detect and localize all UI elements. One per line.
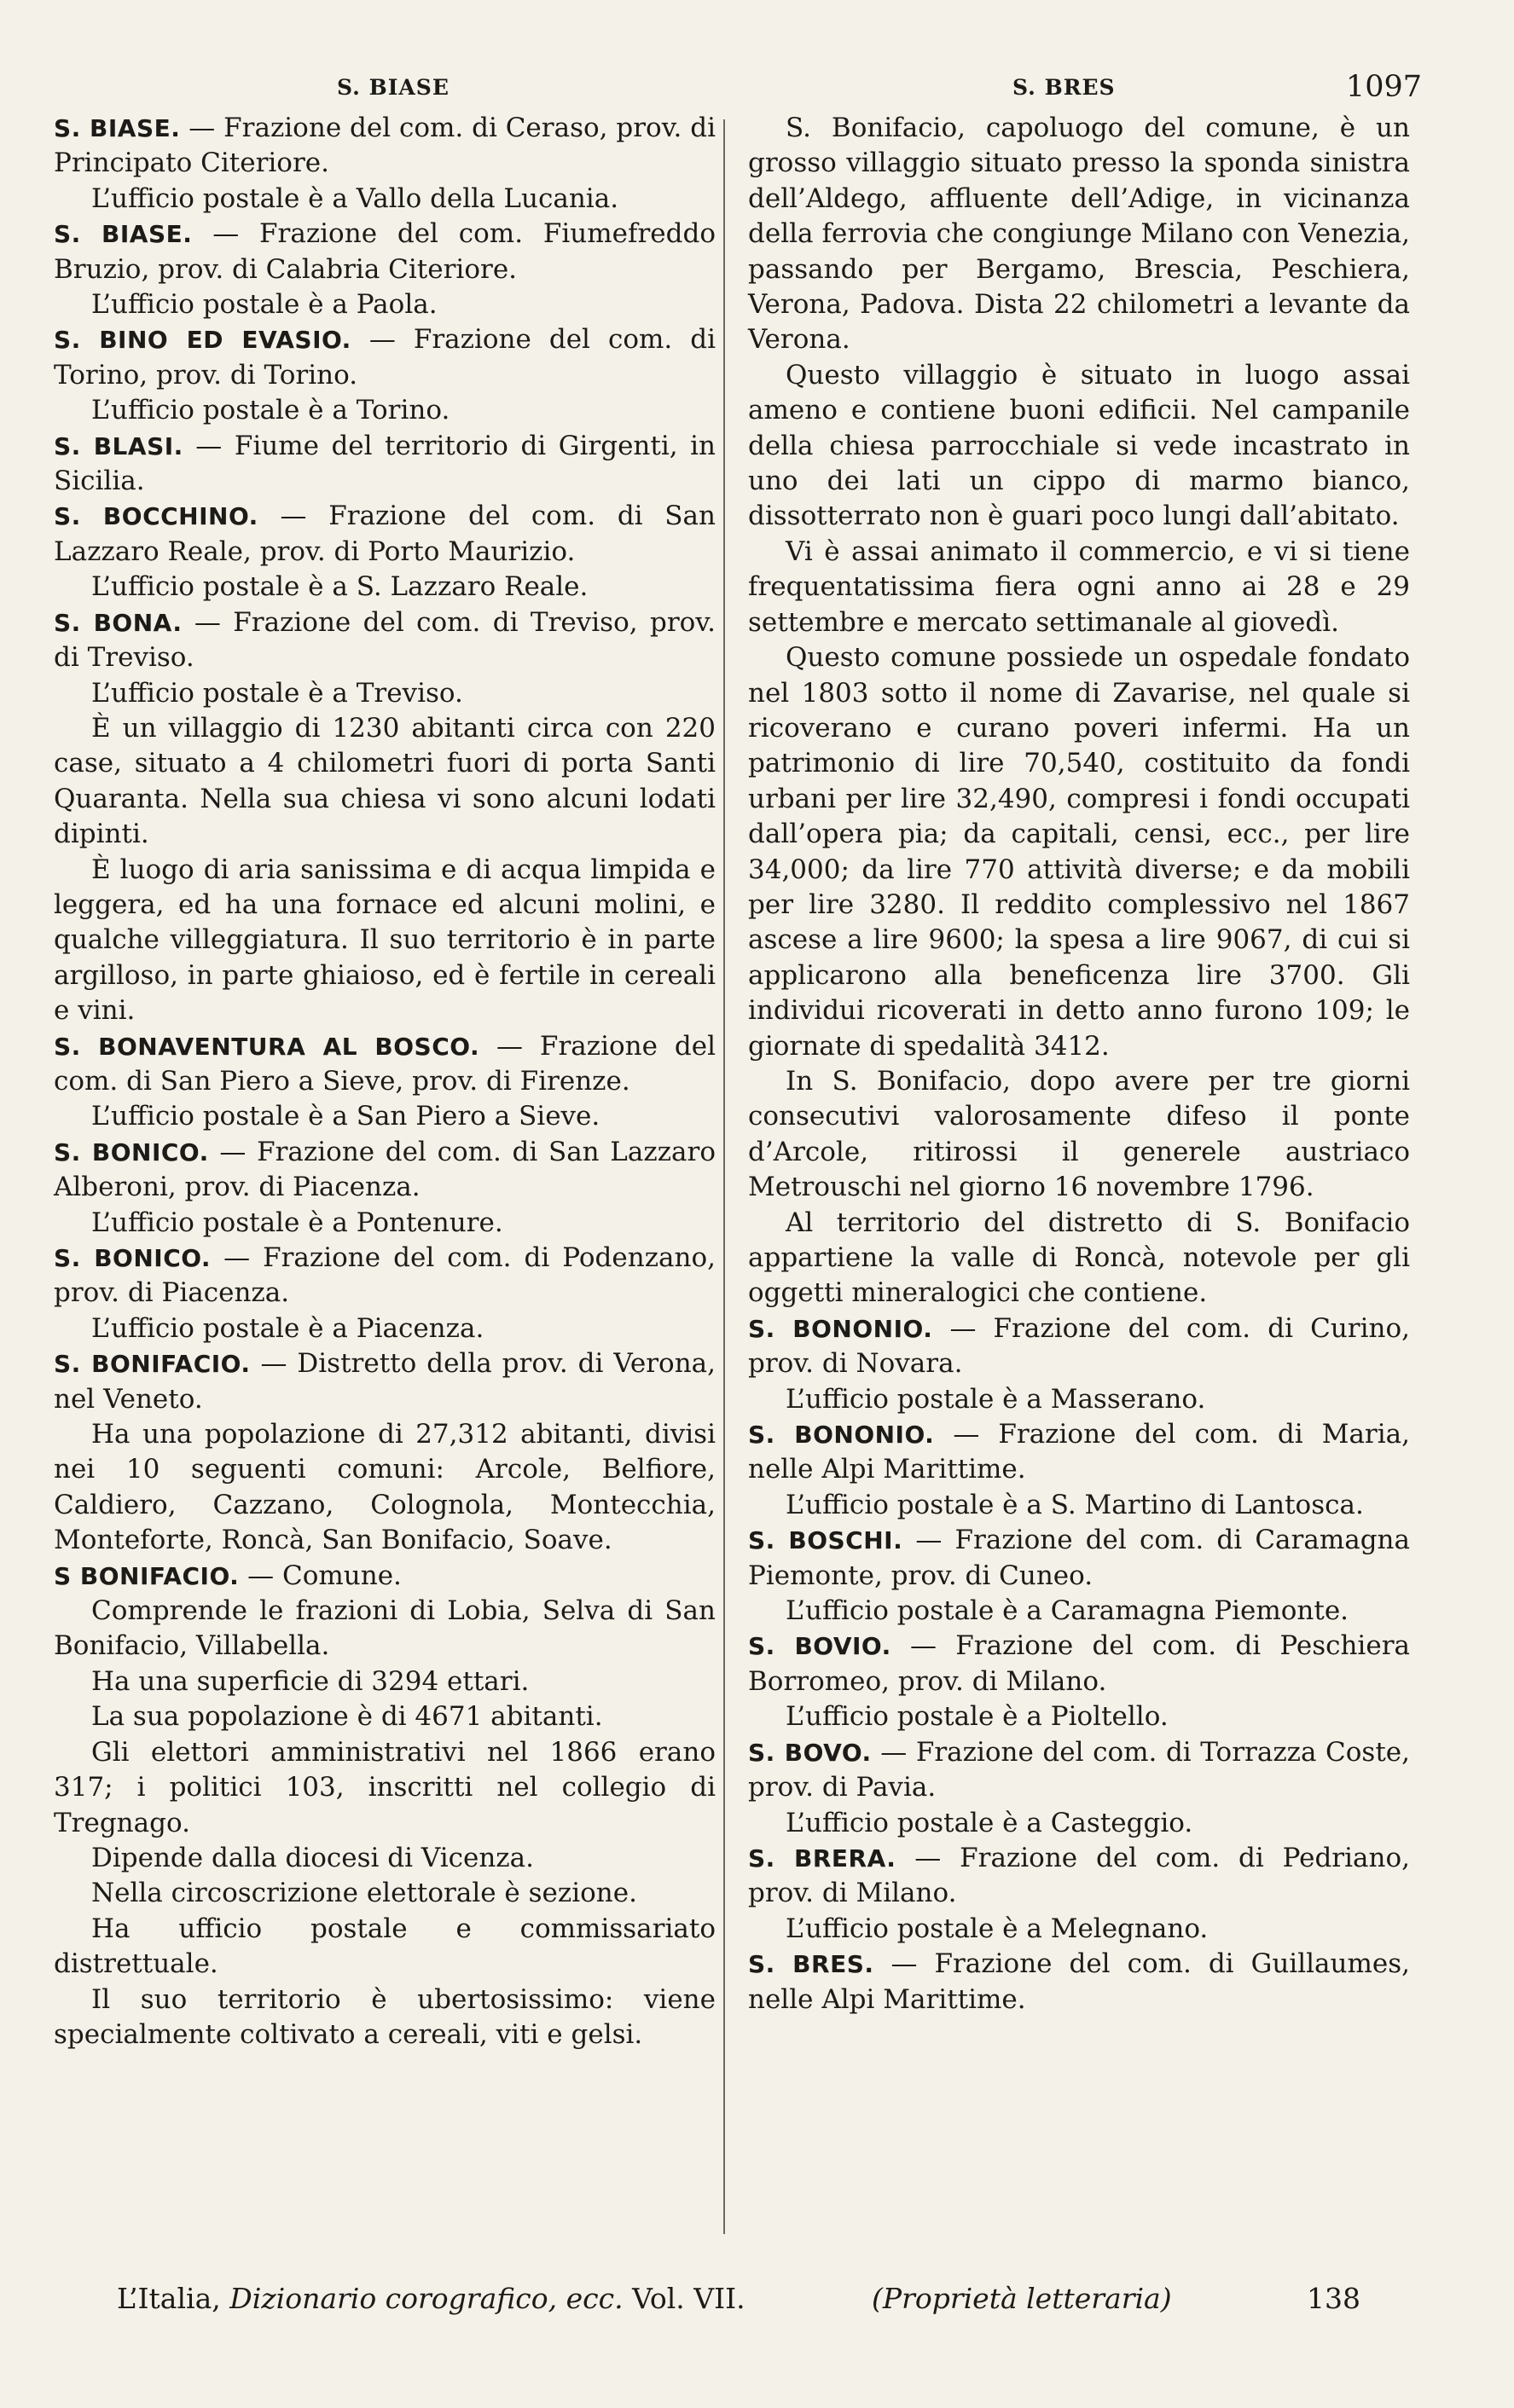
entry-text: La sua popolazione è di 4671 abitanti. bbox=[91, 1701, 603, 1733]
entry-paragraph bbox=[54, 1841, 716, 1876]
entry-text: — Frazione del com. di Pedriano, prov. di Milano. bbox=[748, 1842, 1410, 1909]
entry-headword: S. BONICO. bbox=[54, 1244, 212, 1272]
entry-text: — Frazione del com. di Podenzano, prov. di Piacenza. bbox=[54, 1242, 716, 1309]
entry-text: L’ufficio postale è a Treviso. bbox=[91, 677, 463, 709]
running-head-left: S. BIASE bbox=[337, 75, 450, 100]
dictionary-entry bbox=[748, 1311, 1410, 1382]
entry-paragraph bbox=[748, 111, 1410, 358]
entry-paragraph bbox=[54, 1099, 716, 1134]
entry-paragraph bbox=[54, 1664, 716, 1699]
footer-volume: Vol. VII. bbox=[632, 2282, 745, 2315]
dictionary-entry bbox=[54, 429, 716, 500]
entry-paragraph bbox=[748, 640, 1410, 1064]
entry-headword: S. BOVIO. bbox=[748, 1632, 891, 1661]
entry-headword: S. BONONIO. bbox=[748, 1421, 935, 1450]
entry-text: — Frazione del com. di Guillaumes, nelle Alpi Marittime. bbox=[748, 1948, 1410, 2015]
entry-paragraph bbox=[54, 1699, 716, 1734]
dictionary-entry bbox=[54, 605, 716, 676]
entry-text: L’ufficio postale è a Masserano. bbox=[786, 1383, 1206, 1415]
entry-paragraph bbox=[54, 676, 716, 711]
entry-paragraph bbox=[748, 535, 1410, 640]
entry-text: — Fiume del territorio di Girgenti, in Sicilia. bbox=[54, 430, 716, 497]
entry-text: L’ufficio postale è a Vallo della Lucania. bbox=[91, 182, 619, 214]
entry-text: È luogo di aria sanissima e di acqua limpida e leggera, ed ha una fornace ed alcuni molini, e qualche villeggiatura. Il suo territorio è in parte argilloso, in parte ghiaioso, ed è fertile in cereali e vini. bbox=[54, 854, 716, 1027]
entry-text: L’ufficio postale è a Pioltello. bbox=[786, 1701, 1169, 1733]
entry-headword: S. BONONIO. bbox=[748, 1314, 933, 1343]
entry-paragraph bbox=[748, 1806, 1410, 1841]
entry-paragraph bbox=[54, 287, 716, 322]
page-number: 1097 bbox=[1345, 70, 1422, 104]
entry-paragraph bbox=[54, 1311, 716, 1346]
entry-headword: S. BONAVENTURA AL BOSCO. bbox=[54, 1032, 480, 1061]
dictionary-entry bbox=[54, 1346, 716, 1417]
entry-text: — Frazione del com. di Maria, nelle Alpi Marittime. bbox=[748, 1419, 1410, 1485]
entry-paragraph bbox=[54, 1735, 716, 1841]
entry-paragraph bbox=[748, 1382, 1410, 1417]
entry-headword: S. BOSCHI. bbox=[748, 1526, 903, 1555]
entry-paragraph bbox=[748, 1206, 1410, 1311]
footer-rights: (Proprietà letteraria) bbox=[872, 2282, 1172, 2315]
entry-text: L’ufficio postale è a Paola. bbox=[91, 289, 438, 321]
entry-text: — Frazione del com. di San Lazzaro Reale, prov. di Porto Maurizio. bbox=[54, 501, 716, 567]
entry-text: — Frazione del com. di Ceraso, prov. di Principato Citeriore. bbox=[54, 113, 716, 179]
entry-paragraph bbox=[54, 853, 716, 1029]
dictionary-entry bbox=[748, 1417, 1410, 1488]
entry-text: Questo comune possiede un ospedale fondato nel 1803 sotto il nome di Zavarise, nel quale si ricoverano e curano poveri infermi. Ha un patrimonio di lire 70,540, costituito da fondi urbani per lire 32,490, compresi i fondi occupati dall’opera pia; da capitali, censi, ecc., per lire 34,000; da lire 770 attività diverse; e da mobili per lire 3280. Il reddito complessivo nel 1867 ascese a lire 9600; la spesa a lire 9067, di cui si applicarono alla beneficenza lire 3700. Gli individui ricoverati in detto anno furono 109; le giornate di spedalità 3412. bbox=[748, 642, 1410, 1062]
entry-paragraph bbox=[748, 1912, 1410, 1947]
footer-sheet-number: 138 bbox=[1307, 2282, 1360, 2315]
entry-paragraph bbox=[54, 1876, 716, 1911]
entry-text: L’ufficio postale è a Torino. bbox=[91, 395, 450, 426]
dictionary-entry bbox=[748, 1947, 1410, 2017]
entry-text: — Frazione del com. Fiumefreddo Bruzio, prov. di Calabria Citeriore. bbox=[54, 218, 716, 285]
entry-text: In S. Bonifacio, dopo avere per tre giorni consecutivi valorosamente difeso il ponte d’Arcole, ritirossi il generele austriaco Metrouschi nel giorno 16 novembre 1796. bbox=[748, 1065, 1410, 1203]
entry-paragraph bbox=[54, 1594, 716, 1664]
entry-text: — Frazione del com. di Torrazza Coste, prov. di Pavia. bbox=[748, 1736, 1410, 1803]
entry-paragraph bbox=[54, 393, 716, 428]
entry-text: — Comune. bbox=[239, 1560, 402, 1591]
entry-headword: S. BINO ED EVASIO. bbox=[54, 326, 351, 355]
entry-paragraph bbox=[748, 1488, 1410, 1523]
entry-text: — Distretto della prov. di Verona, nel Veneto. bbox=[54, 1348, 716, 1415]
entry-text: L’ufficio postale è a San Piero a Sieve. bbox=[91, 1101, 600, 1132]
dictionary-entry bbox=[54, 1241, 716, 1311]
entry-headword: S. BIASE. bbox=[54, 220, 193, 249]
entry-text: Ha una superficie di 3294 ettari. bbox=[91, 1665, 530, 1697]
footer-publication-line bbox=[117, 2282, 745, 2315]
entry-text: — Frazione del com. di Curino, prov. di Novara. bbox=[748, 1312, 1411, 1380]
dictionary-entry bbox=[54, 1135, 716, 1206]
entry-headword: S. BOVO. bbox=[748, 1738, 872, 1767]
entry-text: Al territorio del distretto di S. Bonifacio appartiene la valle di Roncà, notevole per gli oggetti mineralogici che contiene. bbox=[748, 1207, 1410, 1309]
entry-paragraph bbox=[54, 182, 716, 217]
entry-text: Ha una popolazione di 27,312 abitanti, divisi nei 10 seguenti comuni: Arcole, Belfiore, Caldiero, Cazzano, Colognola, Montecchia, Monteforte, Roncà, San Bonifacio, Soave. bbox=[54, 1419, 716, 1556]
running-head-right: S. BRES bbox=[1012, 75, 1116, 100]
entry-headword: S. BRERA. bbox=[748, 1844, 896, 1873]
entry-headword: S. BIASE. bbox=[54, 114, 181, 142]
entry-headword: S. BONA. bbox=[54, 608, 183, 637]
left-column bbox=[54, 111, 716, 2052]
entry-text: Dipende dalla diocesi di Vicenza. bbox=[91, 1842, 534, 1873]
entry-paragraph bbox=[54, 711, 716, 853]
dictionary-entry bbox=[54, 1559, 716, 1594]
right-column bbox=[748, 111, 1410, 2017]
entry-text: Questo villaggio è situato in luogo assai ameno e contiene buoni edificii. Nel campanile della chiesa parrocchiale si vede incastrato in uno dei lati un cippo di marmo bianco, dissotterrato non è guari poco lungi dall’abitato. bbox=[748, 359, 1410, 532]
column-divider bbox=[723, 119, 725, 2234]
entry-headword: S. BONICO. bbox=[54, 1137, 209, 1166]
dictionary-entry bbox=[748, 1629, 1410, 1699]
entry-text: Comprende le frazioni di Lobia, Selva di San Bonifacio, Villabella. bbox=[54, 1595, 716, 1662]
entry-paragraph bbox=[54, 1983, 716, 2053]
entry-text: È un villaggio di 1230 abitanti circa con 220 case, situato a 4 chilometri fuori di porta Santi Quaranta. Nella sua chiesa vi sono alcuni lodati dipinti. bbox=[54, 712, 716, 850]
entry-headword: S. BLASI. bbox=[54, 431, 183, 460]
dictionary-entry bbox=[54, 499, 716, 570]
entry-text: — Frazione del com. di Caramagna Piemonte, prov. di Cuneo. bbox=[748, 1525, 1410, 1591]
entry-paragraph bbox=[748, 1594, 1410, 1629]
entry-paragraph bbox=[748, 358, 1410, 535]
entry-text: L’ufficio postale è a Piacenza. bbox=[91, 1312, 484, 1344]
entry-text: Il suo territorio è ubertosissimo: viene specialmente coltivato a cereali, viti e gelsi. bbox=[54, 1983, 716, 2050]
entry-paragraph bbox=[54, 1417, 716, 1559]
entry-headword: S. BOCCHINO. bbox=[54, 502, 258, 531]
entry-text: — Frazione del com. di San Piero a Sieve, prov. di Firenze. bbox=[54, 1030, 716, 1097]
dictionary-entry bbox=[748, 1735, 1410, 1806]
entry-headword: S. BONIFACIO. bbox=[54, 1350, 251, 1379]
entry-text: L’ufficio postale è a Casteggio. bbox=[786, 1807, 1193, 1838]
dictionary-entry bbox=[54, 322, 716, 393]
entry-paragraph bbox=[54, 570, 716, 605]
dictionary-entry bbox=[748, 1523, 1410, 1594]
entry-text: L’ufficio postale è a S. Lazzaro Reale. bbox=[91, 571, 589, 603]
entry-text: Gli elettori amministrativi nel 1866 erano 317; i politici 103, inscritti nel collegio di Tregnago. bbox=[54, 1736, 716, 1838]
entry-text: — Frazione del com. di Torino, prov. di Torino. bbox=[54, 324, 716, 391]
entry-paragraph bbox=[54, 1912, 716, 1983]
entry-text: Vi è assai animato il commercio, e vi si tiene frequentatissima fiera ogni anno ai 28 e 29 settembre e mercato settimanale al giovedì. bbox=[748, 535, 1410, 638]
entry-text: L’ufficio postale è a Melegnano. bbox=[786, 1913, 1209, 1944]
entry-paragraph bbox=[54, 1206, 716, 1241]
footer-title: Dizionario corografico, ecc. bbox=[229, 2282, 624, 2315]
entry-text: Ha ufficio postale e commissariato distrettuale. bbox=[54, 1913, 716, 1980]
entry-paragraph bbox=[748, 1064, 1410, 1206]
entry-headword: S BONIFACIO. bbox=[54, 1561, 240, 1590]
entry-headword: S. BRES. bbox=[748, 1950, 874, 1979]
entry-text: — Frazione del com. di Peschiera Borromeo, prov. di Milano. bbox=[748, 1630, 1410, 1697]
page-footer bbox=[117, 2282, 1430, 2315]
entry-text: — Frazione del com. di Treviso, prov. di Treviso. bbox=[54, 606, 716, 674]
dictionary-entry bbox=[54, 111, 716, 182]
footer-publication: L’Italia, bbox=[117, 2282, 221, 2315]
entry-text: — Frazione del com. di San Lazzaro Alberoni, prov. di Piacenza. bbox=[54, 1136, 716, 1203]
dictionary-entry bbox=[54, 217, 716, 287]
entry-text: Nella circoscrizione elettorale è sezione. bbox=[91, 1878, 637, 1909]
entry-text: L’ufficio postale è a Pontenure. bbox=[91, 1207, 503, 1238]
dictionary-entry bbox=[54, 1029, 716, 1100]
entry-text: L’ufficio postale è a S. Martino di Lantosca. bbox=[786, 1489, 1364, 1520]
entry-text: L’ufficio postale è a Caramagna Piemonte. bbox=[786, 1595, 1349, 1627]
dictionary-entry bbox=[748, 1841, 1410, 1912]
entry-paragraph bbox=[748, 1699, 1410, 1734]
entry-text: S. Bonifacio, capoluogo del comune, è un grosso villaggio situato presso la sponda sinistra dell’Aldego, affluente dell’Adige, in vicinanza della ferrovia che congiunge Milano con Venezia, passando per Bergamo, Brescia, Peschiera, Verona, Padova. Dista 22 chilometri a levante da Verona. bbox=[748, 113, 1410, 356]
